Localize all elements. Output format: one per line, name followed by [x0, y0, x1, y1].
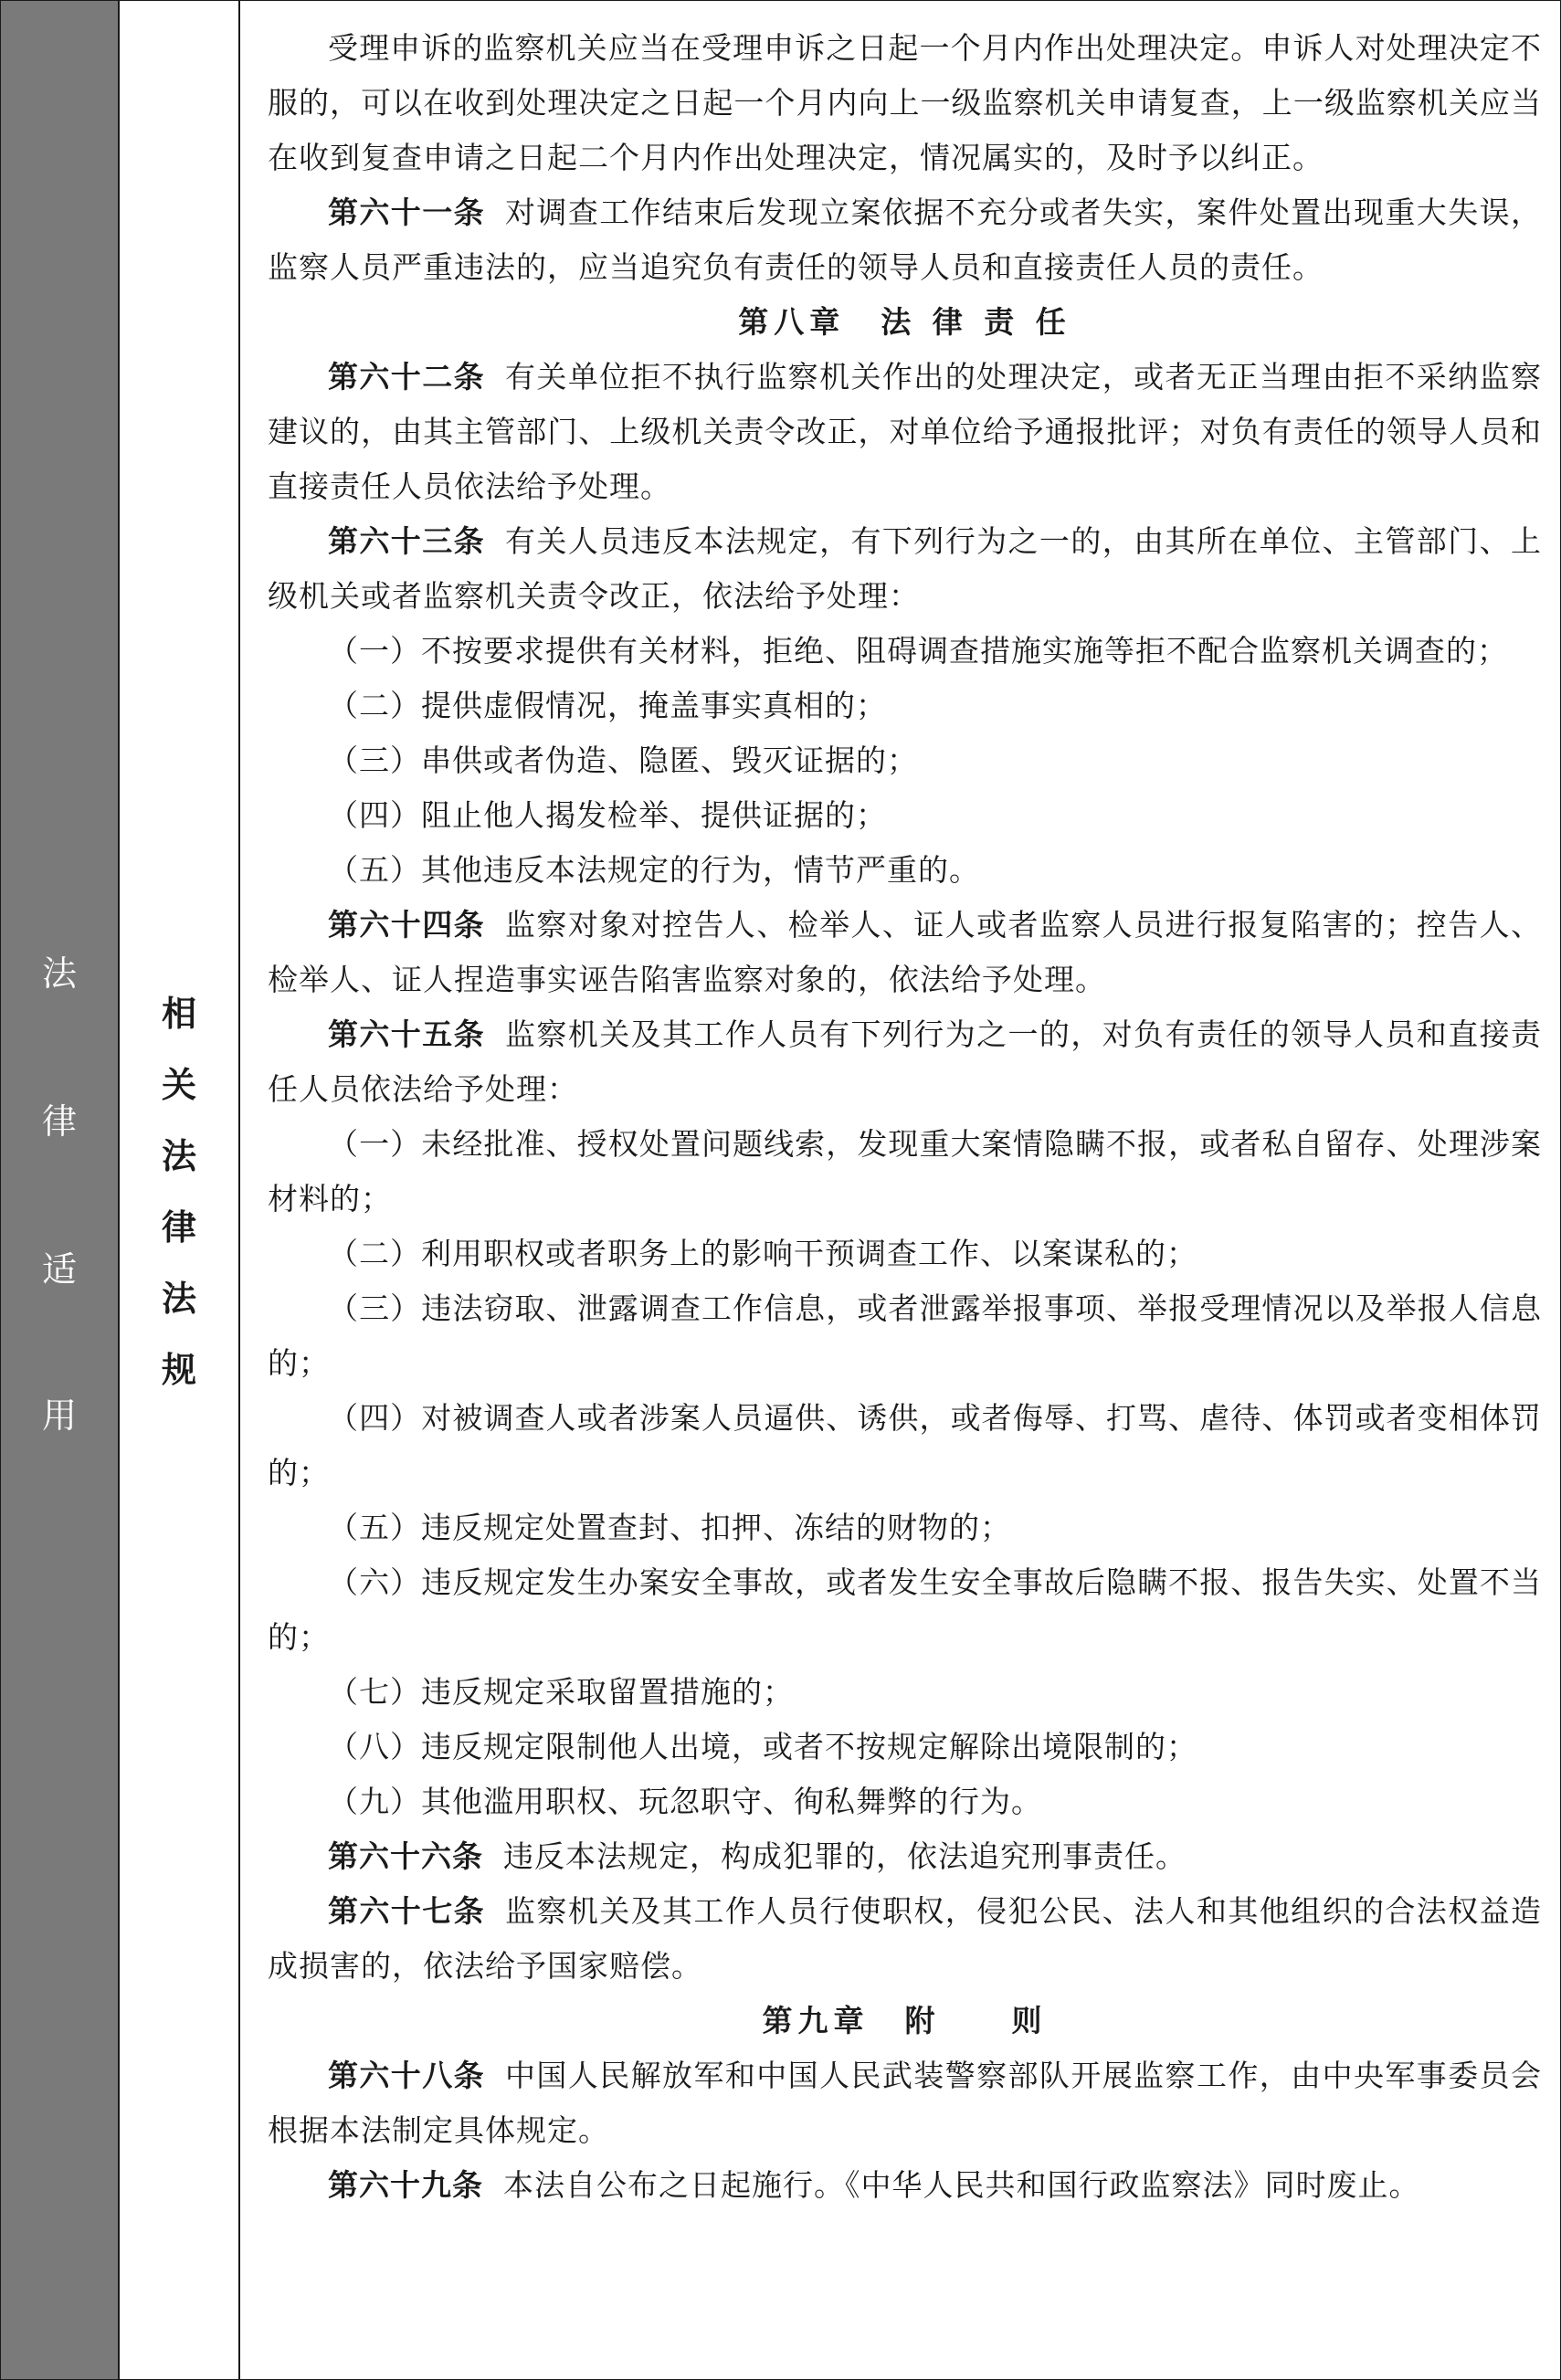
list-item — [268, 1665, 1542, 1720]
list-item — [268, 1720, 1542, 1774]
article-text: 有关单位拒不执行监察机关作出的处理决定，或者无正当理由拒不采纳监察建议的，由其主管部门、上级机关责令改正，对单位给予通报批评；对负有责任的领导人员和直接责任人员依法给予处理。 — [268, 359, 1543, 504]
category-char: 法 — [41, 953, 77, 994]
article-text: （九）其他滥用职权、玩忽职守、徇私舞弊的行为。 — [328, 1784, 1042, 1819]
article-number: 第六十九条 — [328, 2167, 483, 2203]
chapter-heading: 第九章 附 则 — [762, 2003, 1048, 2038]
subcategory-char: 关 — [161, 1065, 196, 1105]
category-char: 用 — [41, 1395, 77, 1436]
article-text: （一）未经批准、授权处置问题线索，发现重大案情隐瞒不报，或者私自留存、处理涉案材料的； — [268, 1126, 1542, 1216]
article-paragraph — [268, 21, 1542, 185]
article-paragraph — [268, 1829, 1542, 1884]
category-column — [1, 1, 120, 2379]
subcategory-char: 律 — [161, 1207, 196, 1248]
list-item — [268, 1555, 1542, 1665]
list-item — [268, 1391, 1542, 1501]
article-text: 受理申诉的监察机关应当在受理申诉之日起一个月内作出处理决定。申诉人对处理决定不服的，可以在收到处理决定之日起一个月内向上一级监察机关申请复查，上一级监察机关应当在收到复查申请之日起二个月内作出处理决定，情况属实的，及时予以纠正。 — [268, 30, 1542, 175]
article-text: （二）提供虚假情况，掩盖事实真相的； — [328, 688, 887, 723]
list-item — [268, 843, 1542, 898]
article-paragraph — [268, 514, 1542, 624]
list-item — [268, 1281, 1542, 1391]
article-text: 中国人民解放军和中国人民武装警察部队开展监察工作，由中央军事委员会根据本法制定具体规定。 — [268, 2058, 1543, 2148]
chapter-heading: 第八章 法 律 责 任 — [738, 304, 1071, 340]
article-paragraph — [268, 1884, 1542, 1994]
article-paragraph — [268, 185, 1542, 295]
list-item — [268, 679, 1542, 733]
subcategory-char: 相 — [161, 994, 196, 1034]
article-text: （四）阻止他人揭发检举、提供证据的； — [328, 797, 887, 833]
article-text: （五）其他违反本法规定的行为，情节严重的。 — [328, 852, 980, 888]
article-text: 监察机关及其工作人员行使职权，侵犯公民、法人和其他组织的合法权益造成损害的，依法给予国家赔偿。 — [268, 1893, 1543, 1984]
article-number: 第六十五条 — [328, 1016, 486, 1052]
article-text: （三）串供或者伪造、隐匿、毁灭证据的； — [328, 742, 918, 778]
article-paragraph — [268, 2158, 1542, 2213]
list-item — [268, 1501, 1542, 1555]
article-text: （二）利用职权或者职务上的影响干预调查工作、以案谋私的； — [328, 1236, 1197, 1271]
article-number: 第六十七条 — [328, 1893, 486, 1929]
article-text: （八）违反规定限制他人出境，或者不按规定解除出境限制的； — [328, 1729, 1197, 1764]
list-item — [268, 733, 1542, 788]
article-text: （六）违反规定发生办案安全事故，或者发生安全事故后隐瞒不报、报告失实、处置不当的； — [268, 1564, 1542, 1655]
list-item — [268, 1774, 1542, 1829]
article-text: 违反本法规定，构成犯罪的，依法追究刑事责任。 — [503, 1838, 1187, 1874]
category-char: 律 — [41, 1101, 77, 1142]
list-item — [268, 1117, 1542, 1227]
subcategory-char: 规 — [161, 1350, 196, 1390]
article-text: （四）对被调查人或者涉案人员逼供、诱供，或者侮辱、打骂、虐待、体罚或者变相体罚的； — [268, 1400, 1542, 1490]
article-text: 监察机关及其工作人员有下列行为之一的，对负有责任的领导人员和直接责任人员依法给予处理： — [268, 1016, 1543, 1107]
article-text: 监察对象对控告人、检举人、证人或者监察人员进行报复陷害的；控告人、检举人、证人捏造事实诬告陷害监察对象的，依法给予处理。 — [268, 907, 1543, 997]
article-text: （三）违法窃取、泄露调查工作信息，或者泄露举报事项、举报受理情况以及举报人信息的； — [268, 1290, 1542, 1381]
article-number: 第六十二条 — [328, 359, 486, 395]
subcategory-column — [120, 1, 240, 2379]
article-number: 第六十一条 — [328, 195, 486, 230]
subcategory-char: 法 — [161, 1136, 196, 1176]
article-text: 对调查工作结束后发现立案依据不充分或者失实，案件处置出现重大失误，监察人员严重违法的，应当追究负有责任的领导人员和直接责任人员的责任。 — [268, 195, 1543, 285]
article-text: 本法自公布之日起施行。《中华人民共和国行政监察法》同时废止。 — [503, 2167, 1420, 2203]
category-char: 适 — [41, 1249, 77, 1290]
article-paragraph — [268, 898, 1542, 1007]
article-paragraph — [268, 1007, 1542, 1117]
article-text: （七）违反规定采取留置措施的； — [328, 1674, 794, 1710]
subcategory-char: 法 — [161, 1279, 196, 1319]
article-paragraph — [268, 350, 1542, 514]
list-item — [268, 1227, 1542, 1281]
article-text: （五）违反规定处置查封、扣押、冻结的财物的； — [328, 1510, 1011, 1545]
article-number: 第六十八条 — [328, 2058, 486, 2093]
article-number: 第六十六条 — [328, 1838, 483, 1874]
article-text: （一）不按要求提供有关材料，拒绝、阻碍调查措施实施等拒不配合监察机关调查的； — [328, 633, 1508, 669]
list-item — [268, 624, 1542, 679]
law-text — [240, 1, 1560, 2379]
list-item — [268, 788, 1542, 843]
article-number: 第六十三条 — [328, 523, 486, 559]
article-number: 第六十四条 — [328, 907, 486, 943]
article-paragraph — [268, 2048, 1542, 2158]
article-text: 有关人员违反本法规定，有下列行为之一的，由其所在单位、主管部门、上级机关或者监察机关责令改正，依法给予处理： — [268, 523, 1543, 614]
